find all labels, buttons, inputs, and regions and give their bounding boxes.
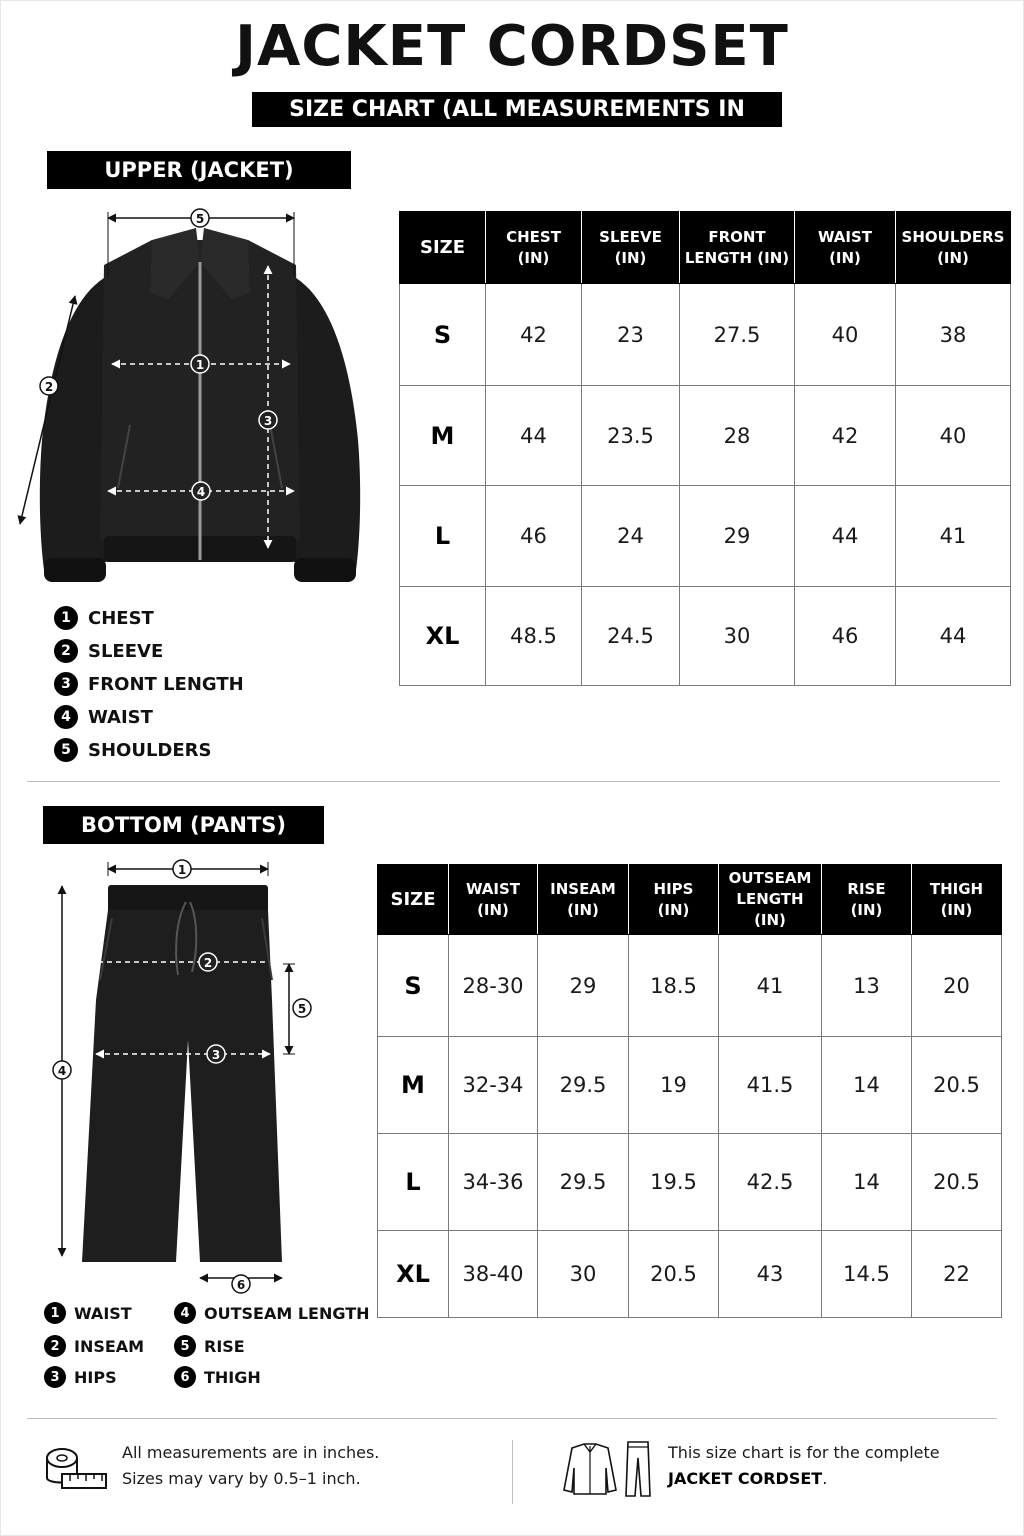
- table-cell: 23.5: [582, 386, 680, 486]
- table-cell: 29: [538, 935, 629, 1037]
- table-cell: 38: [896, 284, 1011, 386]
- table-cell: 14.5: [822, 1231, 912, 1318]
- svg-text:1: 1: [195, 358, 205, 372]
- footer-line: All measurements are in inches.: [122, 1443, 380, 1462]
- table-cell: 42.5: [719, 1134, 822, 1231]
- table-cell: 19.5: [629, 1134, 719, 1231]
- column-header-rise: RISE (IN): [822, 865, 912, 935]
- table-cell: 22: [912, 1231, 1002, 1318]
- table-cell: 29.5: [538, 1134, 629, 1231]
- footer-note-left: [122, 1440, 379, 1492]
- size-cell: S: [378, 935, 449, 1037]
- legend-number: 4: [174, 1302, 196, 1324]
- column-header-waist: WAIST (IN): [449, 865, 538, 935]
- legend-label: CHEST: [88, 607, 154, 629]
- table-header-row: [378, 865, 1002, 935]
- legend-number: 4: [54, 705, 78, 729]
- legend-label: FRONT LENGTH: [88, 673, 244, 695]
- table-cell: 41: [896, 486, 1011, 587]
- legend-item-hips: [44, 1366, 117, 1388]
- svg-text:3: 3: [263, 414, 273, 428]
- measuring-tape-icon: [44, 1444, 110, 1494]
- svg-text:4: 4: [57, 1064, 67, 1078]
- table-row: [378, 1134, 1002, 1231]
- column-header-front-length: FRONT LENGTH (IN): [680, 212, 795, 284]
- svg-text:6: 6: [236, 1278, 246, 1292]
- svg-text:2: 2: [203, 956, 213, 970]
- table-cell: 46: [486, 486, 582, 587]
- legend-label: HIPS: [74, 1367, 117, 1387]
- legend-item-inseam: [44, 1335, 144, 1357]
- table-cell: 38-40: [449, 1231, 538, 1318]
- table-cell: 23: [582, 284, 680, 386]
- legend-item-thigh: [174, 1366, 261, 1388]
- table-cell: 30: [680, 587, 795, 686]
- svg-text:2: 2: [44, 380, 54, 394]
- legend-item-waist: [44, 1302, 132, 1324]
- size-cell: M: [378, 1037, 449, 1134]
- legend-label: SHOULDERS: [88, 739, 212, 761]
- legend-label: THIGH: [204, 1367, 261, 1387]
- jacket-size-table: [399, 211, 1011, 686]
- column-header-size: SIZE: [378, 865, 449, 935]
- page-subtitle: SIZE CHART (ALL MEASUREMENTS IN INCHES): [252, 92, 782, 127]
- legend-item-rise: [174, 1335, 245, 1357]
- page-title: JACKET CORDSET: [235, 14, 789, 79]
- column-header-hips: HIPS (IN): [629, 865, 719, 935]
- svg-text:5: 5: [195, 212, 205, 226]
- legend-number: 1: [44, 1302, 66, 1324]
- column-header-shoulders: SHOULDERS (IN): [896, 212, 1011, 284]
- legend-number: 5: [174, 1335, 196, 1357]
- footer-line: Sizes may vary by 0.5–1 inch.: [122, 1469, 361, 1488]
- table-row: [378, 935, 1002, 1037]
- section-divider: [27, 781, 1000, 782]
- table-cell: 43: [719, 1231, 822, 1318]
- legend-number: 6: [174, 1366, 196, 1388]
- table-cell: 20.5: [629, 1231, 719, 1318]
- table-cell: 42: [795, 386, 896, 486]
- svg-text:3: 3: [211, 1048, 221, 1062]
- table-cell: 28: [680, 386, 795, 486]
- table-cell: 46: [795, 587, 896, 686]
- footer-line: [668, 1466, 940, 1492]
- column-header-outseam-length: OUTSEAM LENGTH (IN): [719, 865, 822, 935]
- table-cell: 42: [486, 284, 582, 386]
- legend-item-outseam-length: [174, 1302, 370, 1324]
- table-cell: 18.5: [629, 935, 719, 1037]
- table-row: [400, 284, 1011, 386]
- legend-number: 3: [54, 672, 78, 696]
- table-cell: 40: [896, 386, 1011, 486]
- column-header-inseam: INSEAM (IN): [538, 865, 629, 935]
- legend-number: 5: [54, 738, 78, 762]
- table-cell: 29: [680, 486, 795, 587]
- footer-product-name: JACKET CORDSET: [668, 1469, 823, 1488]
- table-cell: 32-34: [449, 1037, 538, 1134]
- svg-text:4: 4: [196, 485, 206, 499]
- table-cell: 41: [719, 935, 822, 1037]
- svg-text:1: 1: [177, 863, 187, 877]
- size-cell: L: [378, 1134, 449, 1231]
- table-cell: 24.5: [582, 587, 680, 686]
- footer-note-right: [668, 1440, 940, 1492]
- legend-label: RISE: [204, 1336, 245, 1356]
- table-cell: 44: [486, 386, 582, 486]
- legend-label: WAIST: [88, 706, 153, 728]
- table-cell: 14: [822, 1037, 912, 1134]
- legend-label: OUTSEAM LENGTH: [204, 1303, 370, 1323]
- legend-label: WAIST: [74, 1303, 132, 1323]
- table-row: [400, 386, 1011, 486]
- table-cell: 24: [582, 486, 680, 587]
- size-cell: S: [400, 284, 486, 386]
- footer-separator: [512, 1440, 513, 1504]
- table-cell: 20: [912, 935, 1002, 1037]
- table-cell: 28-30: [449, 935, 538, 1037]
- legend-item-sleeve: [54, 639, 163, 663]
- legend-item-front-length: [54, 672, 244, 696]
- table-cell: 48.5: [486, 587, 582, 686]
- legend-item-chest: [54, 606, 154, 630]
- column-header-sleeve: SLEEVE (IN): [582, 212, 680, 284]
- footer-period: .: [822, 1469, 828, 1488]
- table-cell: 19: [629, 1037, 719, 1134]
- table-cell: 44: [896, 587, 1011, 686]
- table-cell: 30: [538, 1231, 629, 1318]
- bottom-section-label: BOTTOM (PANTS): [43, 806, 324, 844]
- table-cell: 40: [795, 284, 896, 386]
- pants-illustration: [40, 850, 340, 1300]
- column-header-chest: CHEST (IN): [486, 212, 582, 284]
- table-row: [378, 1231, 1002, 1318]
- table-header-row: [400, 212, 1011, 284]
- table-cell: 27.5: [680, 284, 795, 386]
- jacket-illustration: [14, 200, 384, 600]
- table-cell: 14: [822, 1134, 912, 1231]
- table-row: [400, 486, 1011, 587]
- pants-size-table: [377, 864, 1002, 1318]
- size-cell: M: [400, 386, 486, 486]
- legend-number: 3: [44, 1366, 66, 1388]
- legend-number: 2: [44, 1335, 66, 1357]
- legend-item-shoulders: [54, 738, 211, 762]
- footer-line: This size chart is for the complete: [668, 1443, 940, 1462]
- column-header-waist: WAIST (IN): [795, 212, 896, 284]
- table-cell: 41.5: [719, 1037, 822, 1134]
- legend-item-waist: [54, 705, 153, 729]
- table-cell: 20.5: [912, 1037, 1002, 1134]
- table-row: [400, 587, 1011, 686]
- legend-number: 1: [54, 606, 78, 630]
- footer-divider: [27, 1418, 997, 1419]
- table-row: [378, 1037, 1002, 1134]
- table-cell: 20.5: [912, 1134, 1002, 1231]
- size-cell: XL: [378, 1231, 449, 1318]
- table-cell: 13: [822, 935, 912, 1037]
- jacket-pants-icon: [562, 1440, 654, 1498]
- legend-label: INSEAM: [74, 1336, 145, 1356]
- size-cell: L: [400, 486, 486, 587]
- table-cell: 34-36: [449, 1134, 538, 1231]
- column-header-size: SIZE: [400, 212, 486, 284]
- upper-section-label: UPPER (JACKET): [47, 151, 351, 189]
- table-cell: 44: [795, 486, 896, 587]
- legend-label: SLEEVE: [88, 640, 164, 662]
- table-cell: 29.5: [538, 1037, 629, 1134]
- svg-text:5: 5: [297, 1002, 307, 1016]
- column-header-thigh: THIGH (IN): [912, 865, 1002, 935]
- size-cell: XL: [400, 587, 486, 686]
- legend-number: 2: [54, 639, 78, 663]
